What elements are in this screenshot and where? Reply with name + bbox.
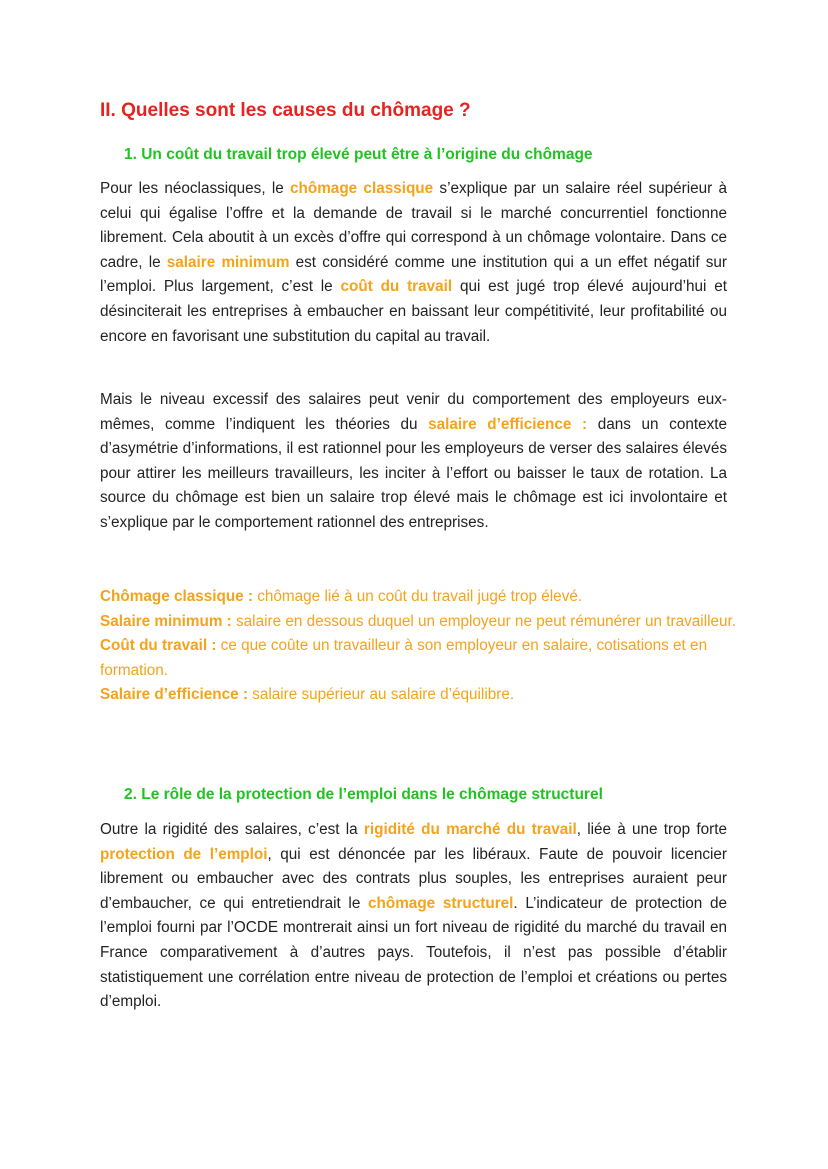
- definition-text: ce que coûte un travailleur à son employeur en salaire, cotisations et en formation.: [100, 637, 708, 679]
- text-run: Outre la rigidité des salaires, c’est la: [100, 821, 364, 838]
- keyword-salaire-minimum: salaire minimum: [166, 253, 290, 271]
- subsection-1-title: 1. Un coût du travail trop élevé peut être à l’origine du chômage: [124, 146, 593, 163]
- text-run: . L’indicateur de protection de l’emploi fourni par l’OCDE montrerait ainsi un fort niveau de rigidité du marché du travail en France comparativement à d’autres pays. Toutefois, il n’est pas possible d’établir statistiquement une corrélation entre niveau de protection de l’emploi et créations ou pertes d’emploi.: [100, 894, 727, 1011]
- definition-salaire-minimum: [100, 610, 740, 635]
- definition-cout-du-travail: [100, 634, 740, 683]
- subsection-2-paragraph-1: [100, 818, 727, 1015]
- keyword-salaire-efficience: salaire d’efficience :: [428, 415, 588, 433]
- definition-chomage-classique: [100, 585, 740, 610]
- definition-term: Salaire d’efficience :: [100, 686, 248, 704]
- definition-term: Salaire minimum :: [100, 612, 232, 630]
- keyword-cout-du-travail: coût du travail: [340, 278, 453, 296]
- text-run: qui est jugé trop élevé aujourd’hui et désinciterait les entreprises à embaucher en baissant leur compétitivité, leur profitabilité ou encore en favorisant une substitution du capital au travail.: [100, 278, 728, 345]
- definitions-block: [100, 585, 740, 708]
- text-run: s’explique par un salaire réel supérieur à celui qui égalise l’offre et la demande de travail si le marché concurrentiel fonctionne librement. Cela aboutit à un excès d’offre qui correspond à un chômage volontaire. Dans ce cadre, le: [100, 180, 727, 271]
- definition-text: salaire supérieur au salaire d’équilibre.: [247, 686, 515, 704]
- definition-salaire-efficience: [100, 683, 740, 708]
- keyword-rigidite-marche-travail: rigidité du marché du travail: [363, 821, 577, 838]
- subsection-1-paragraph-2: [100, 388, 727, 536]
- definition-term: Coût du travail :: [100, 637, 217, 655]
- text-run: Mais le niveau excessif des salaires peut venir du comportement des employeurs eux-mêmes, comme l’indiquent les théories du: [100, 391, 727, 433]
- subsection-1-paragraph-1: [100, 177, 727, 349]
- text-run: est considéré comme une institution qui a un effet négatif sur l’emploi. Plus largement, c’est le: [100, 253, 727, 296]
- keyword-chomage-classique: chômage classique: [290, 180, 434, 197]
- text-run: , liée à une trop forte: [576, 821, 727, 838]
- definition-term: Chômage classique :: [100, 588, 254, 605]
- text-run: dans un contexte d’asymétrie d’informations, il est rationnel pour les employeurs de verser des salaires élevés pour attirer les meilleurs travailleurs, les inciter à l’effort ou baisser le taux de rotation. La source du chômage est bien un salaire trop élevé mais le chômage est ici involontaire et s’explique par le comportement rationnel des entreprises.: [100, 415, 727, 531]
- text-run: Pour les néoclassiques, le: [100, 180, 291, 197]
- definition-text: chômage lié à un coût du travail jugé trop élevé.: [253, 588, 583, 605]
- subsection-2-title: 2. Le rôle de la protection de l’emploi dans le chômage structurel: [124, 786, 603, 803]
- keyword-chomage-structurel: chômage structurel: [368, 894, 514, 912]
- definition-text: salaire en dessous duquel un employeur ne peut rémunérer un travailleur.: [231, 612, 737, 630]
- section-title: II. Quelles sont les causes du chômage ?: [100, 100, 471, 121]
- text-run: , qui est dénoncée par les libéraux. Faute de pouvoir licencier librement ou embaucher avec des contrats plus souples, les entreprises auraient peur d’embaucher, ce qui entretiendrait le: [100, 845, 727, 912]
- keyword-protection-emploi: protection de l’emploi: [100, 845, 268, 863]
